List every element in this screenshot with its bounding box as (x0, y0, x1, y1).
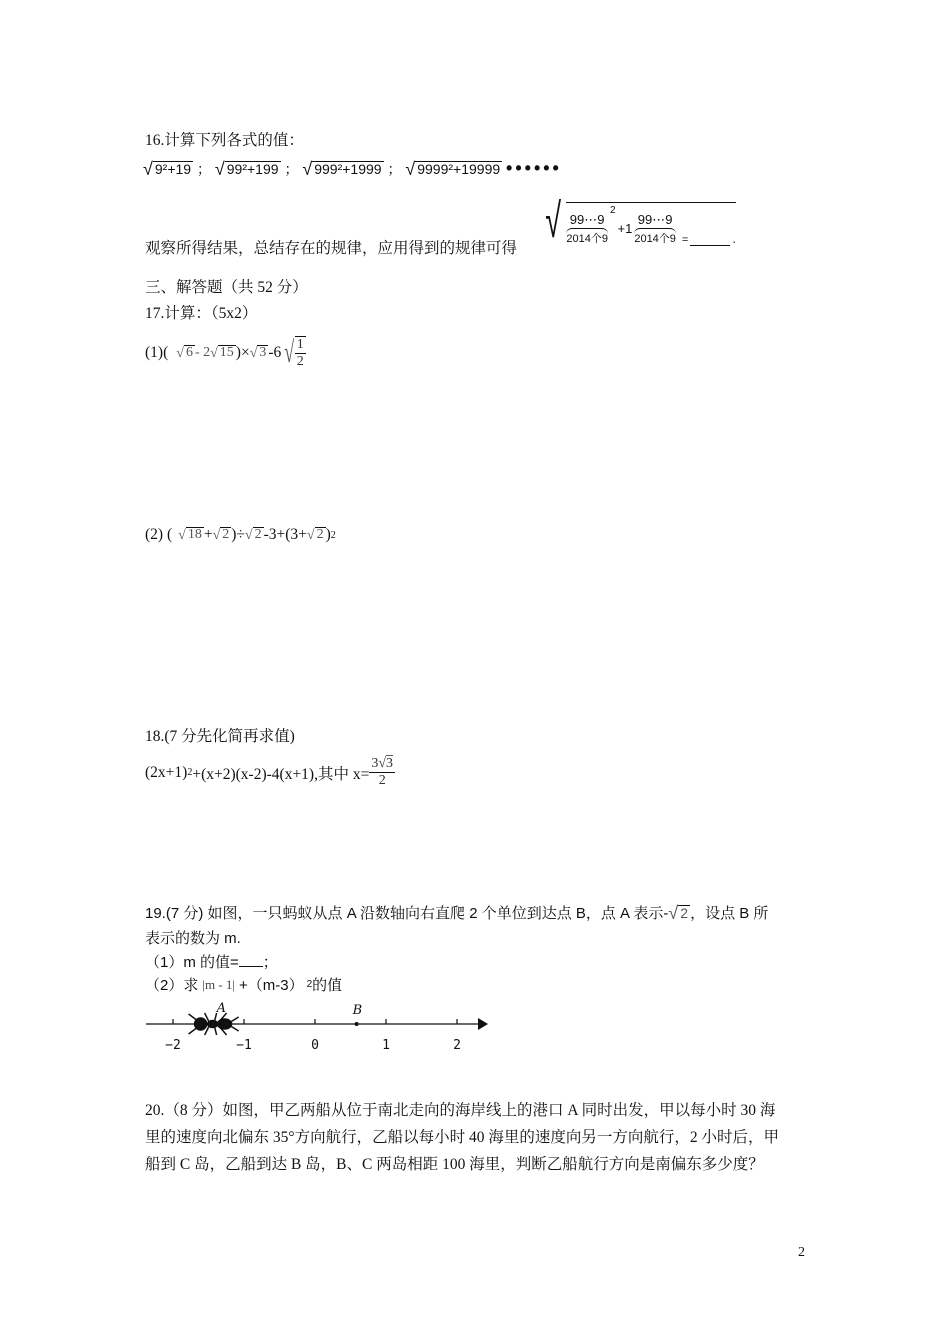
q17-rad-2b: 2 (254, 527, 262, 543)
radical-sign: √ (212, 528, 221, 543)
q17-mid: -3+(3+ (263, 526, 307, 543)
axis-tick-labels (165, 1038, 461, 1053)
q18-expression (145, 756, 395, 789)
axis-tick-label: 2 (453, 1038, 461, 1053)
q19-abs-expr: |m - 1| (202, 976, 235, 992)
radical-sign: √ (244, 528, 253, 543)
q19-sub1-end: ； (262, 954, 278, 971)
radical-sign: √ (249, 346, 258, 362)
axis-tick-label: 0 (311, 1038, 319, 1053)
radical-sign: √ (143, 159, 153, 179)
q17-title: 17.计算：（5x2） (145, 305, 258, 322)
q19-answer-blank (239, 966, 263, 967)
q17-times: )× (235, 344, 250, 362)
q19-sub2-exp: 2 (306, 979, 313, 990)
radical-sign: √ (284, 336, 295, 370)
q17-frac-half (295, 336, 306, 370)
radical-sign: √ (405, 159, 416, 179)
separator: ； (196, 161, 211, 177)
point-a-label: A (216, 1001, 226, 1016)
q17-rad-15: 15 (219, 345, 234, 361)
radical-sign: √ (210, 346, 218, 362)
q19-sub1 (145, 951, 278, 972)
q17-plus: + (203, 526, 213, 543)
q18-frac (369, 756, 395, 789)
radical-sign: √ (668, 903, 679, 923)
q16-expr-2: 99²+199 (226, 161, 279, 177)
q19-line1-end: ，设点 B 所 (690, 905, 769, 922)
section3-title: 三、解答题（共 52 分） (145, 279, 308, 296)
q16-radicand-b: 99⋯9 (637, 212, 673, 227)
q16-expressions (143, 158, 562, 179)
q18-rad: 3 (386, 756, 394, 771)
q17-part2-label: (2) ( (145, 526, 173, 543)
separator: ； (284, 161, 299, 177)
q19-line1-text: 19.(7 分) 如图，一只蚂蚁从点 A 沿数轴向右直爬 2 个单位到达点 B，点 A 表示- (145, 905, 669, 922)
axis-tick-label: 1 (382, 1038, 390, 1053)
frac-denominator: 2 (378, 773, 386, 789)
radical-sign: √ (378, 756, 387, 771)
q17-exp: 2 (330, 529, 336, 541)
axis-tick-label: −2 (165, 1038, 181, 1053)
number-line (140, 996, 500, 1060)
separator: ； (387, 161, 402, 177)
q17-part1 (145, 336, 306, 370)
point-b-marker (355, 1022, 359, 1026)
q16-radicand-a: 99⋯9 (569, 212, 605, 227)
q19-sub2-end: 的值 (312, 977, 343, 994)
q18-title: 18.(7 分先化简再求值) (145, 728, 295, 745)
q16-ellipsis: •••••• (506, 158, 562, 178)
q17-rad-18: 18 (187, 527, 202, 543)
q19-sub1-text: （1）m 的值= (145, 954, 239, 971)
q18-expr-b: +(x+2)(x-2)-4(x+1),其中 x= (192, 765, 370, 783)
radical-sign: √ (178, 528, 186, 543)
radical-sign: √ (214, 159, 225, 179)
q17-rad-6: 6 (185, 345, 193, 361)
q16-conclusion (145, 236, 517, 258)
axis-tick-label: −1 (236, 1038, 252, 1053)
q17-rad-3: 3 (259, 345, 267, 361)
q16-radicand-a-count: 2014个9 (566, 228, 608, 246)
frac-numerator (369, 756, 395, 773)
q17-rad-2a: 2 (222, 527, 230, 543)
q19-line2: 表示的数为 m. (145, 930, 241, 947)
radical-sign: √ (176, 346, 184, 362)
q16-radicand-b-count: 2014个9 (634, 228, 676, 246)
q20-line-1: 20.（8 分）如图，甲乙两船从位于南北走向的海岸线上的港口 A 同时出发，甲以每小时 30 海 (145, 1102, 776, 1119)
q16-equals: = (681, 234, 689, 246)
q19-line1 (145, 895, 768, 929)
axis-arrow (478, 1018, 488, 1030)
point-b-label: B (352, 1003, 363, 1018)
q17-close: ) (325, 526, 331, 543)
q18-exp: 2 (187, 767, 193, 779)
q18-expr-a: (2x+1) (145, 763, 188, 781)
q16-conclusion-text: 观察所得结果，总结存在的规律，应用得到的规律可得 (145, 240, 518, 257)
q17-minus-2: - 2 (194, 345, 211, 361)
q19-sub2 (145, 974, 342, 995)
q16-expr-1: 9²+19 (154, 161, 192, 177)
radical-sign: √ (302, 159, 313, 179)
q20-line-2: 里的速度向北偏东 35°方向航行，乙船以每小时 40 海里的速度向另一方向航行，2 小时后，甲 (145, 1129, 779, 1146)
q17-part1-label: (1)( (145, 344, 169, 362)
q17-div: )÷ (231, 526, 245, 543)
q17-rad-2c: 2 (316, 527, 324, 543)
q16-expr-3: 999²+1999 (314, 161, 382, 177)
q16-title: 16.计算下列各式的值： (145, 132, 304, 149)
q19-sub2-text: （2）求 (145, 977, 199, 994)
q16-exp: 2 (609, 205, 616, 216)
q19-rad-2: 2 (680, 905, 689, 921)
q16-big-radical (540, 195, 736, 248)
q17-minus-6: -6 (268, 344, 282, 362)
radical-sign: √ (545, 195, 562, 248)
q16-plus-one: +1 (617, 221, 633, 236)
q20-text (145, 1097, 779, 1178)
page-number: 2 (798, 1245, 805, 1260)
frac-denominator: 2 (296, 354, 304, 370)
radical-sign: √ (306, 528, 315, 543)
q19-sub2-mid: +（m-3） (239, 977, 304, 994)
ant-icon (189, 1013, 239, 1035)
q20-line-3: 船到 C 岛，乙船到达 B 岛，B、C 两岛相距 100 海里，判断乙船航行方向是南偏东多少度？ (145, 1156, 764, 1173)
q16-answer-blank (690, 245, 730, 246)
q17-part2 (145, 526, 336, 544)
q16-expr-4: 9999²+19999 (417, 161, 501, 177)
q18-coef: 3 (371, 756, 379, 771)
frac-numerator: 1 (295, 337, 306, 354)
q16-period: . (732, 231, 736, 246)
